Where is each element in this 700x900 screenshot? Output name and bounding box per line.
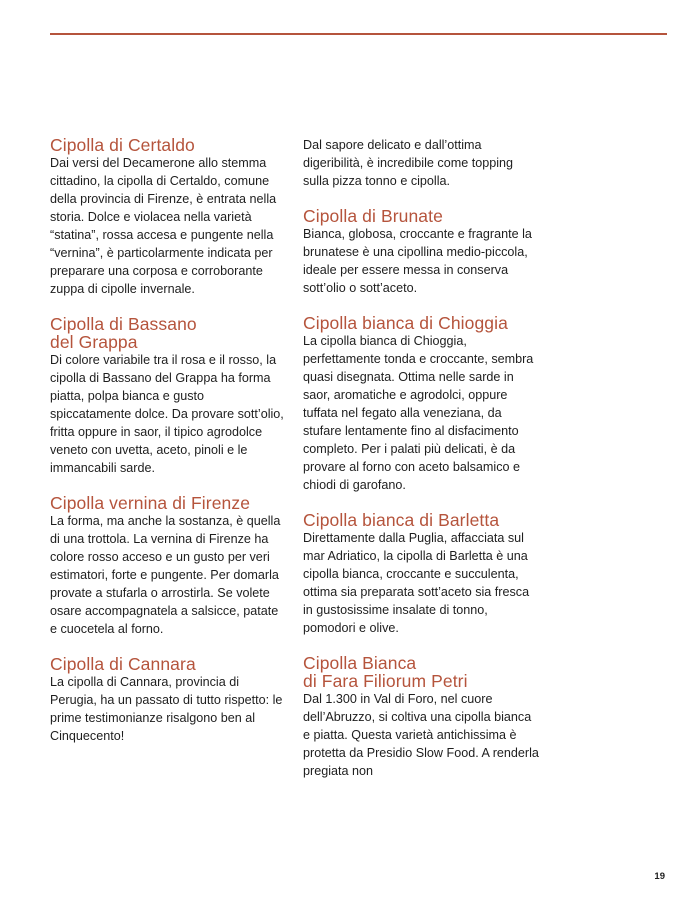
continuation-text: Dal sapore delicato e dall’ottima digeribilità, è incredibile come topping sulla pizza tonno e cipolla. (303, 138, 514, 188)
section-text: La cipolla bianca di Chioggia, perfettamente tonda e croccante, sembra quasi disegnata. Ottima nelle sarde in saor, aromatiche e agrodolci, oppure tuffata nel fegato alla veneziana, da stufare lentamente fino al disfacimento completo. Per i palati più delicati, è da provare al forno con aceto balsamico e chiodi di garofano. (303, 334, 534, 492)
left-column (50, 136, 286, 762)
page-number: 19 (654, 871, 665, 882)
header-rule (50, 33, 667, 35)
section-title: Cipolla bianca di Barletta (303, 510, 500, 530)
section-bassano (50, 315, 286, 477)
section-text: Bianca, globosa, croccante e fragrante la brunatese è una cipollina medio-piccola, ideale per essere messa in conserva sott’olio o sott’aceto. (303, 227, 532, 295)
section-title: Cipolla Bianca di Fara Filiorum Petri (303, 653, 468, 691)
section-title: Cipolla di Certaldo (50, 135, 195, 155)
section-title: Cipolla di Cannara (50, 654, 196, 674)
right-column (303, 136, 539, 797)
section-chioggia (303, 314, 539, 494)
section-cannara (50, 655, 286, 745)
section-fara-filiorum-petri (303, 654, 539, 780)
section-title: Cipolla di Bassano del Grappa (50, 314, 197, 352)
section-title: Cipolla di Brunate (303, 206, 443, 226)
section-title: Cipolla vernina di Firenze (50, 493, 251, 513)
section-title: Cipolla bianca di Chioggia (303, 313, 508, 333)
section-brunate (303, 207, 539, 297)
section-text: Dal 1.300 in Val di Foro, nel cuore dell’Abruzzo, si coltiva una cipolla bianca e piatta. Questa varietà antichissima è protetta da Presidio Slow Food. A renderla pregiata non (303, 692, 539, 778)
section-vernina-firenze (50, 494, 286, 638)
section-text: La cipolla di Cannara, provincia di Perugia, ha un passato di tutto rispetto: le prime testimonianze risalgono ben al Cinquecento! (50, 675, 283, 743)
continuation-block (303, 136, 539, 190)
section-text: Direttamente dalla Puglia, affacciata sul mar Adriatico, la cipolla di Barletta è una cipolla bianca, croccante e succulenta, ottima sia preparata sott’aceto sia fresca in gustosissime insalate di tonno, pomodori e olive. (303, 531, 530, 635)
section-certaldo (50, 136, 286, 298)
section-text: Di colore variabile tra il rosa e il rosso, la cipolla di Bassano del Grappa ha forma piatta, polpa bianca e gusto spiccatamente dolce. Da provare sott’olio, fritta oppure in saor, il tipico agrodolce veneto con uvetta, aceto, pinoli e le immancabili sarde. (50, 353, 284, 475)
section-barletta (303, 511, 539, 637)
section-text: La forma, ma anche la sostanza, è quella di una trottola. La vernina di Firenze ha colore rosso acceso e un gusto per veri estimatori, forte e pungente. Per domarla provate a stufarla o arrostirla. Se volete osare accompagnatela a salsicce, patate e cuocetela al forno. (50, 514, 281, 636)
section-text: Dai versi del Decamerone allo stemma cittadino, la cipolla di Certaldo, comune della provincia di Firenze, è entrata nella storia. Dolce e violacea nella varietà “statina”, rossa accesa e pungente nella “vernina”, è particolarmente indicata per preparare una corposa e corroborante zuppa di cipolle invernale. (50, 156, 277, 296)
